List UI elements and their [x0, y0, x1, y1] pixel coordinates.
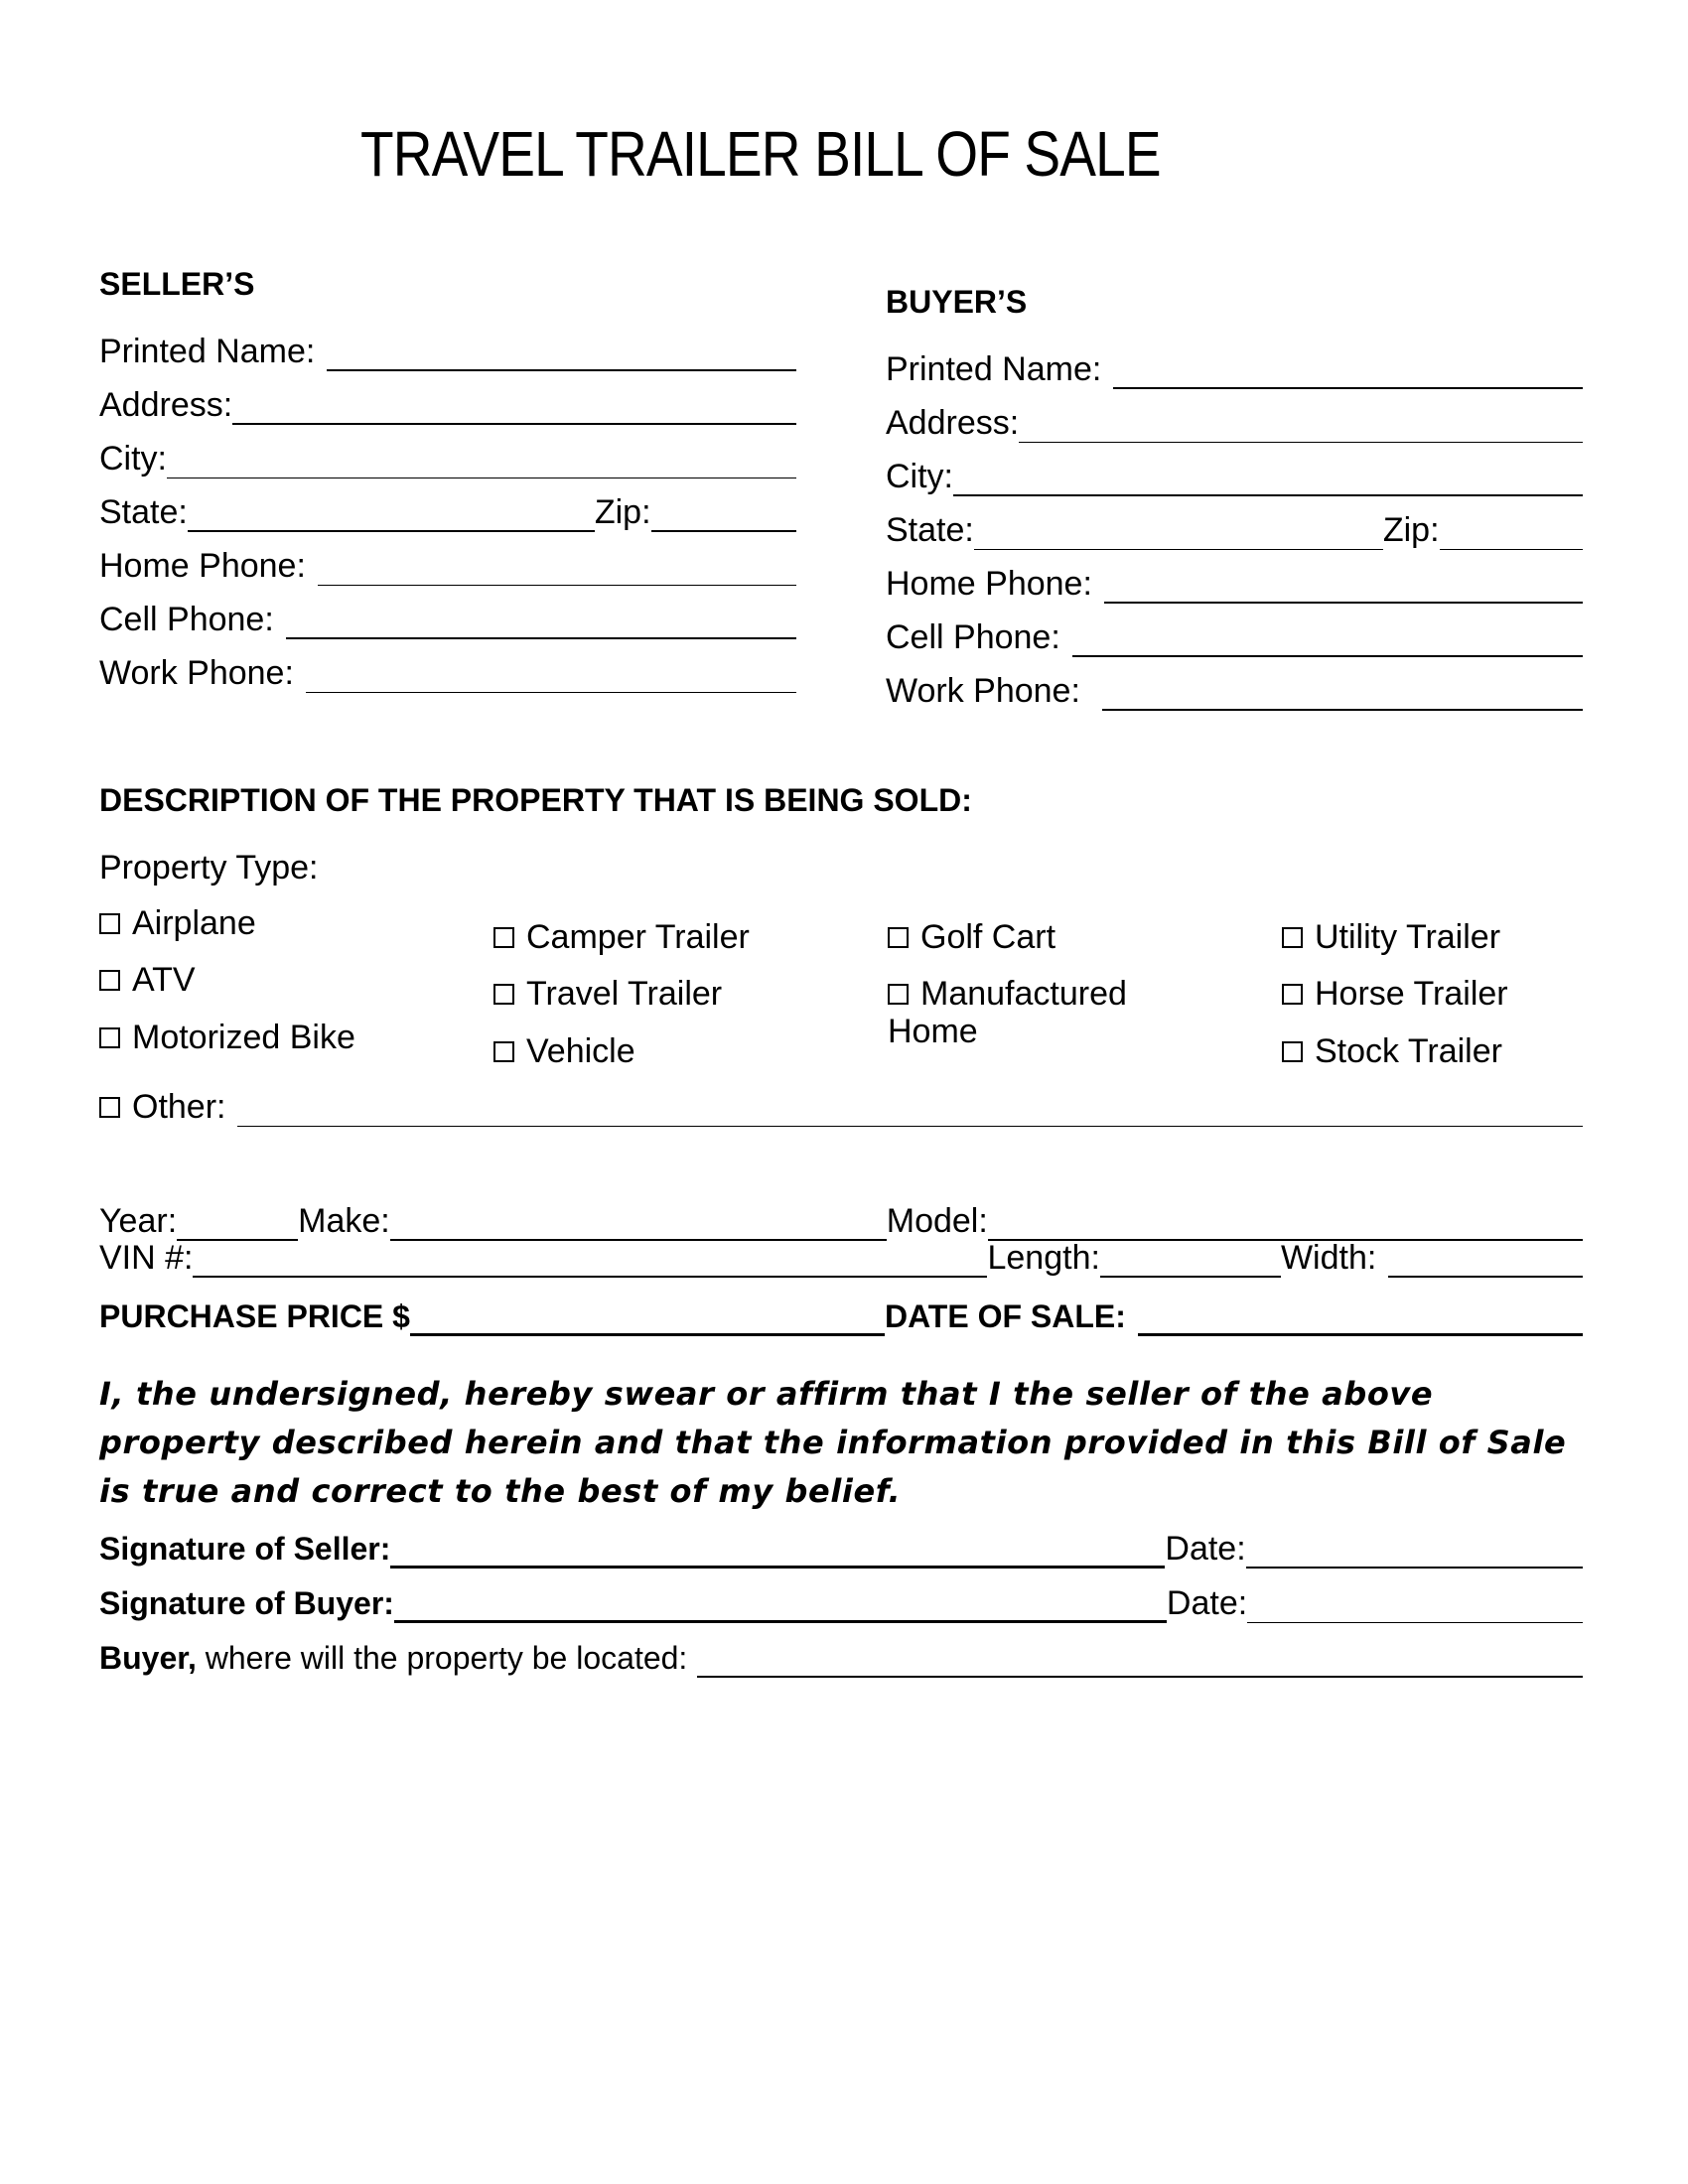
model-field[interactable]: [988, 1207, 1583, 1241]
buyer-state-zip-row: [886, 510, 1583, 550]
width-field[interactable]: [1388, 1244, 1583, 1278]
option-camper-trailer-label: Camper Trailer: [526, 918, 750, 956]
property-location-bold-label: Buyer,: [99, 1640, 197, 1676]
option-manufactured-home-label-line2: Home: [888, 1013, 978, 1050]
option-horse-trailer-label: Horse Trailer: [1315, 975, 1508, 1013]
checkbox-icon[interactable]: [99, 913, 120, 934]
seller-signature-label: Signature of Seller:: [99, 1531, 391, 1567]
buyer-signature-row: [99, 1583, 1583, 1623]
checkbox-icon[interactable]: [493, 1041, 514, 1062]
buyer-address-field[interactable]: [1019, 410, 1583, 443]
seller-cell-phone-row: [99, 600, 796, 639]
option-atv-label: ATV: [132, 961, 196, 999]
property-location-field[interactable]: [697, 1644, 1583, 1678]
seller-cell-phone-label: Cell Phone:: [99, 601, 274, 638]
seller-cell-phone-field[interactable]: [286, 606, 796, 639]
seller-address-row: [99, 385, 796, 425]
seller-signature-row: [99, 1529, 1583, 1569]
buyer-city-label: City:: [886, 458, 953, 495]
seller-printed-name-row: [99, 332, 796, 371]
vin-length-width-row: [99, 1238, 1583, 1278]
checkbox-icon[interactable]: [1282, 984, 1303, 1005]
buyer-heading: BUYER’S: [886, 284, 1028, 320]
option-golf-cart[interactable]: [888, 917, 1055, 957]
checkbox-icon[interactable]: [493, 927, 514, 948]
purchase-price-label: PURCHASE PRICE $: [99, 1298, 410, 1334]
seller-address-label: Address:: [99, 386, 233, 424]
checkbox-icon[interactable]: [493, 984, 514, 1005]
seller-home-phone-field[interactable]: [318, 553, 796, 586]
seller-state-zip-row: [99, 492, 796, 532]
checkbox-icon[interactable]: [99, 1097, 120, 1118]
length-field[interactable]: [1100, 1244, 1281, 1278]
buyer-home-phone-row: [886, 564, 1583, 604]
option-horse-trailer[interactable]: [1282, 974, 1508, 1014]
option-vehicle-label: Vehicle: [526, 1032, 635, 1070]
vin-field[interactable]: [193, 1244, 987, 1278]
buyer-work-phone-field[interactable]: [1102, 677, 1583, 711]
seller-city-label: City:: [99, 440, 167, 478]
buyer-signature-date-label: Date:: [1166, 1584, 1248, 1622]
seller-state-field[interactable]: [188, 498, 595, 532]
description-heading: DESCRIPTION OF THE PROPERTY THAT IS BEING SOLD:: [99, 782, 972, 818]
buyer-zip-label: Zip:: [1382, 511, 1440, 549]
date-of-sale-label: DATE OF SALE:: [884, 1298, 1126, 1334]
model-label: Model:: [886, 1202, 988, 1240]
affirmation-text: I, the undersigned, hereby swear or affirm that I the seller of the above property described herein and that the information provided in this Bill of Sale is true and correct to the best of my belief.: [99, 1375, 1567, 1510]
width-label: Width:: [1280, 1239, 1377, 1277]
purchase-row: [99, 1297, 1583, 1336]
buyer-state-label: State:: [886, 511, 974, 549]
year-label: Year:: [99, 1202, 178, 1240]
option-other-field[interactable]: [237, 1094, 1583, 1127]
buyer-state-field[interactable]: [974, 517, 1383, 550]
checkbox-icon[interactable]: [99, 1027, 120, 1048]
make-field[interactable]: [390, 1207, 887, 1241]
buyer-cell-phone-row: [886, 617, 1583, 657]
option-atv[interactable]: [99, 960, 196, 1000]
checkbox-icon[interactable]: [99, 970, 120, 991]
year-make-model-row: [99, 1201, 1583, 1241]
buyer-signature-field[interactable]: [394, 1588, 1167, 1623]
option-other-label: Other:: [132, 1088, 226, 1126]
seller-address-field[interactable]: [232, 391, 796, 425]
buyer-zip-field[interactable]: [1440, 517, 1583, 550]
buyer-home-phone-field[interactable]: [1104, 570, 1583, 604]
buyer-signature-label: Signature of Buyer:: [99, 1585, 394, 1621]
buyer-city-row: [886, 457, 1583, 496]
property-location-row: [99, 1638, 1583, 1678]
buyer-printed-name-field[interactable]: [1113, 355, 1583, 389]
seller-city-row: [99, 439, 796, 478]
option-manufactured-home-label: Manufactured: [920, 975, 1127, 1013]
property-location-label: where will the property be located:: [196, 1640, 688, 1676]
buyer-signature-date-field[interactable]: [1247, 1590, 1583, 1623]
year-field[interactable]: [177, 1207, 298, 1241]
option-airplane-label: Airplane: [132, 904, 256, 942]
seller-signature-date-field[interactable]: [1246, 1535, 1583, 1569]
vin-label: VIN #:: [99, 1239, 194, 1277]
option-manufactured-home[interactable]: [888, 974, 1127, 1014]
buyer-address-row: [886, 403, 1583, 443]
seller-signature-date-label: Date:: [1165, 1530, 1246, 1568]
checkbox-icon[interactable]: [1282, 1041, 1303, 1062]
option-camper-trailer[interactable]: [493, 917, 750, 957]
option-motorized-bike[interactable]: [99, 1018, 355, 1057]
option-other-row: [99, 1087, 1583, 1127]
seller-home-phone-row: [99, 546, 796, 586]
seller-zip-label: Zip:: [594, 493, 651, 531]
seller-state-label: State:: [99, 493, 188, 531]
checkbox-icon[interactable]: [888, 984, 909, 1005]
seller-heading: SELLER’S: [99, 266, 255, 302]
checkbox-icon[interactable]: [1282, 927, 1303, 948]
seller-work-phone-row: [99, 653, 796, 693]
seller-printed-name-field[interactable]: [327, 338, 796, 371]
buyer-home-phone-label: Home Phone:: [886, 565, 1092, 603]
buyer-cell-phone-label: Cell Phone:: [886, 618, 1060, 656]
buyer-city-field[interactable]: [953, 463, 1583, 496]
option-stock-trailer-label: Stock Trailer: [1315, 1032, 1502, 1070]
make-label: Make:: [298, 1202, 390, 1240]
option-stock-trailer[interactable]: [1282, 1031, 1502, 1071]
checkbox-icon[interactable]: [888, 927, 909, 948]
buyer-address-label: Address:: [886, 404, 1020, 442]
seller-signature-field[interactable]: [390, 1534, 1165, 1569]
option-travel-trailer[interactable]: [493, 974, 722, 1014]
seller-work-phone-field[interactable]: [306, 660, 796, 693]
date-of-sale-field[interactable]: [1138, 1301, 1583, 1336]
seller-work-phone-label: Work Phone:: [99, 654, 294, 692]
seller-home-phone-label: Home Phone:: [99, 547, 306, 585]
seller-city-field[interactable]: [167, 446, 796, 478]
option-utility-trailer[interactable]: [1282, 917, 1500, 957]
length-label: Length:: [987, 1239, 1100, 1277]
buyer-cell-phone-field[interactable]: [1072, 623, 1583, 657]
option-motorized-bike-label: Motorized Bike: [132, 1019, 355, 1056]
option-utility-trailer-label: Utility Trailer: [1315, 918, 1501, 956]
buyer-work-phone-label: Work Phone:: [886, 672, 1080, 710]
purchase-price-field[interactable]: [410, 1301, 885, 1336]
buyer-work-phone-row: [886, 671, 1583, 711]
seller-printed-name-label: Printed Name:: [99, 333, 316, 370]
option-golf-cart-label: Golf Cart: [920, 918, 1056, 956]
buyer-printed-name-row: [886, 349, 1583, 389]
buyer-printed-name-label: Printed Name:: [886, 350, 1102, 388]
option-airplane[interactable]: [99, 903, 256, 943]
property-type-label: Property Type:: [99, 849, 319, 887]
option-vehicle[interactable]: [493, 1031, 635, 1071]
document-title: TRAVEL TRAILER BILL OF SALE: [359, 118, 1161, 190]
seller-zip-field[interactable]: [651, 498, 796, 532]
option-travel-trailer-label: Travel Trailer: [526, 975, 723, 1013]
